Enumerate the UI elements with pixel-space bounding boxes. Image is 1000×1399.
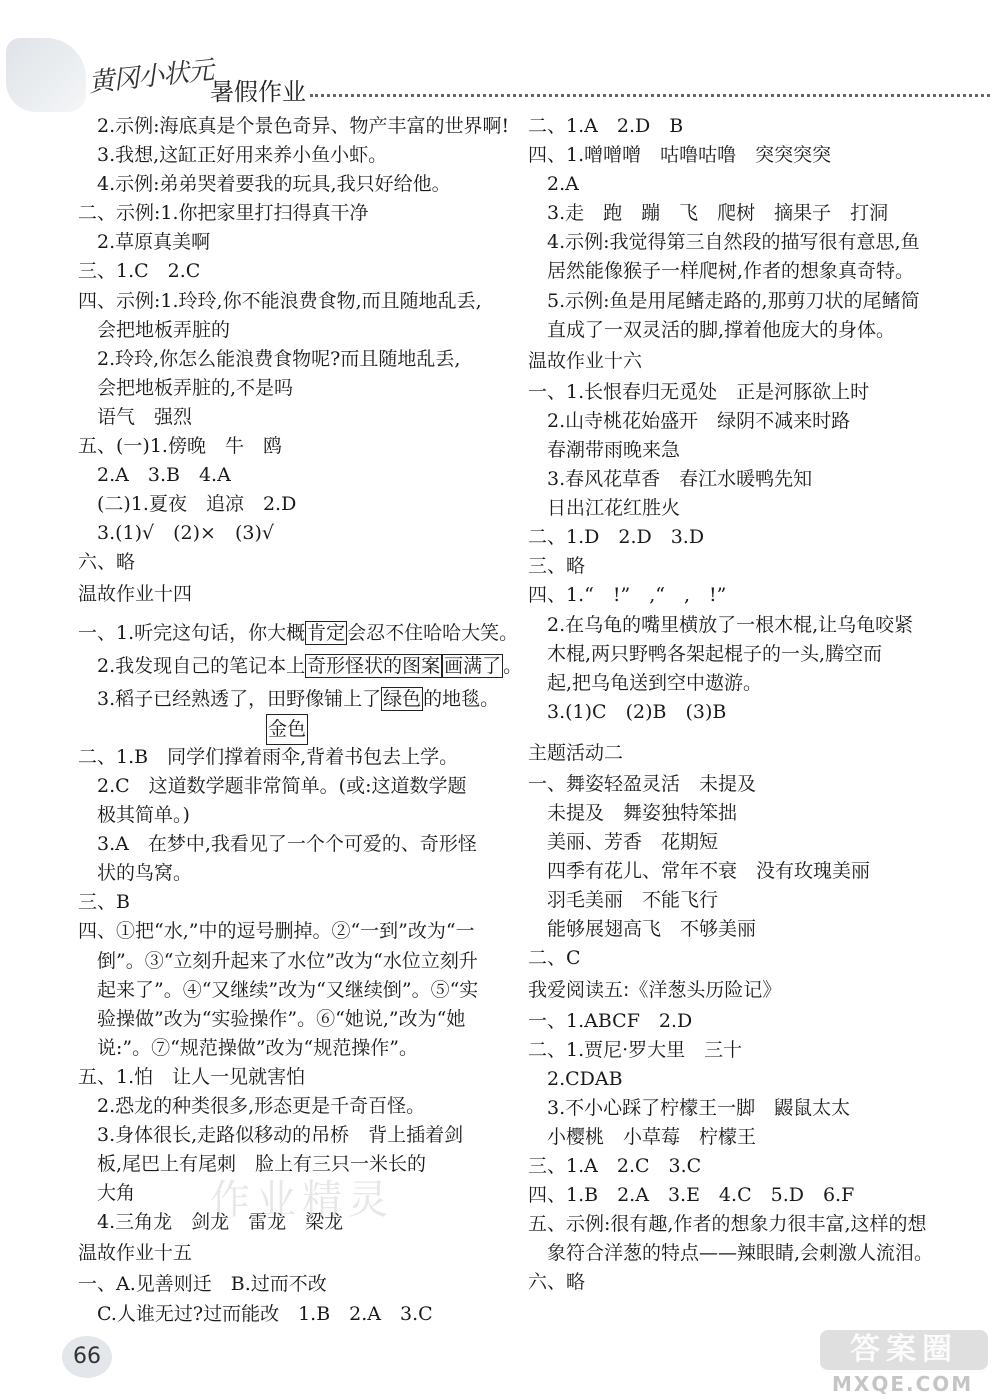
- answer-line: 一、舞姿轻盈灵活 未提及: [528, 772, 757, 795]
- correction-text: 2.我发现自己的笔记本上: [78, 654, 306, 677]
- correction-line: [78, 619, 518, 648]
- answer-line: 美丽、芳香 花期短: [528, 831, 719, 854]
- section-heading: 主题活动二: [528, 741, 624, 764]
- answer-line: 四季有花儿、常年不衰 没有玫瑰美丽: [528, 860, 871, 883]
- answer-line: 五、1.怕 让人一见就害怕: [78, 1065, 306, 1088]
- watermark-badge: 答案圈: [820, 1330, 988, 1370]
- answer-line: 2.示例:海底真是个景色奇异、物产丰富的世界啊!: [78, 115, 510, 137]
- answer-line: 3.春风花草香 春江水暖鸭先知: [528, 468, 813, 491]
- correction-text: 一、1.听完这句话，你大概: [78, 621, 306, 644]
- logo-graphic: [6, 38, 86, 112]
- answer-line: 2.草原真美啊: [78, 231, 211, 254]
- header-title: 暑假作业: [210, 78, 306, 106]
- boxed-word: 奇形怪状的图案: [307, 654, 441, 677]
- answer-line: 大角: [78, 1182, 136, 1205]
- answer-line: 状的鸟窝。: [78, 862, 193, 885]
- answer-line: 二、1.A 2.D B: [528, 115, 684, 137]
- answer-line: 四、①把“水,”中的逗号删掉。②“一到”改为“一: [78, 920, 475, 943]
- answer-line: 四、1.B 2.A 3.E 4.C 5.D 6.F: [528, 1184, 855, 1207]
- replacement-word: 金色: [266, 714, 308, 745]
- answer-line: 说:”。⑦“规范操做”改为“规范操作”。: [78, 1036, 418, 1059]
- answer-line: 二、1.贾尼·罗大里 三十: [528, 1038, 743, 1061]
- answer-line: 3.(1)√ (2)× (3)√: [78, 522, 275, 545]
- correction-fix-line: [78, 714, 518, 743]
- boxed-word: 绿色: [383, 687, 422, 710]
- answer-line: 2.CDAB: [528, 1067, 623, 1090]
- correction-text: 。: [503, 654, 523, 677]
- answer-line: 二、C: [528, 947, 581, 970]
- answer-line: 四、1.“ !” ,“ , !”: [528, 584, 727, 607]
- answer-line: 四、1.噌噌噌 咕噜咕噜 突突突突: [528, 144, 832, 167]
- answer-line: 2.山寺桃花始盛开 绿阴不减来时路: [528, 409, 851, 432]
- answer-line: 未提及 舞姿独特笨拙: [528, 801, 738, 824]
- faint-stamp: 作业精灵: [210, 1177, 394, 1223]
- watermark-logo: [820, 1330, 990, 1394]
- right-column: [528, 112, 968, 1297]
- answer-line: 语气 强烈: [78, 405, 193, 428]
- answer-line: 一、1.长恨春归无觅处 正是河豚欲上时: [528, 380, 870, 403]
- section-heading: 温故作业十六: [528, 349, 643, 372]
- answer-line: 三、略: [528, 555, 586, 578]
- answer-line: 居然能像猴子一样爬树,作者的想象真奇特。: [528, 260, 915, 283]
- boxed-word: 画满了: [444, 654, 502, 677]
- section-heading: 温故作业十五: [78, 1242, 193, 1265]
- answer-line: 极其简单。): [78, 804, 190, 827]
- answer-line: 一、1.ABCF 2.D: [528, 1009, 693, 1032]
- correction-text: 会忍不住哈哈大笑。: [347, 621, 519, 644]
- answer-line: 羽毛美丽 不能飞行: [528, 889, 719, 912]
- answer-line: 会把地板弄脏的,不是吗: [78, 376, 294, 399]
- boxed-word: 肯定: [307, 621, 346, 644]
- logo-script: 黄冈小状元: [87, 55, 215, 99]
- section-heading: 温故作业十四: [78, 582, 193, 605]
- correction-line: [78, 652, 523, 681]
- answer-line: 五、示例:很有趣,作者的想象力很丰富,这样的想: [528, 1213, 927, 1236]
- answer-line: 2.恐龙的种类很多,形态更是千奇百怪。: [78, 1095, 426, 1117]
- answer-line: 板,尾巴上有尾刺 脸上有三只一米长的: [78, 1153, 427, 1176]
- answer-line: 三、B: [78, 891, 130, 914]
- answer-line: 能够展翅高飞 不够美丽: [528, 918, 757, 941]
- answer-line: 六、略: [78, 551, 136, 574]
- answer-line: 倒”。③“立刻升起来了水位”改为“水位立刻升: [78, 949, 478, 972]
- answer-line: 小樱桃 小草莓 柠檬王: [528, 1125, 757, 1148]
- answer-line: 3.A 在梦中,我看见了一个个可爱的、奇形怪: [78, 833, 477, 856]
- answer-line: (二)1.夏夜 追凉 2.D: [78, 493, 297, 516]
- correction-line: [78, 685, 518, 714]
- answer-line: 3.我想,这缸正好用来养小鱼小虾。: [78, 144, 388, 167]
- answer-line: 日出江花红胜火: [528, 497, 681, 520]
- correction-text: 3.稻子已经熟透了，田野像铺上了: [78, 687, 382, 710]
- answer-line: 三、1.A 2.C 3.C: [528, 1155, 702, 1177]
- answer-line: 5.示例:鱼是用尾鳍走路的,那剪刀状的尾鳍简: [528, 289, 920, 312]
- answer-line: 三、1.C 2.C: [78, 260, 201, 283]
- answer-line: 2.A: [528, 173, 579, 196]
- header-divider: [310, 94, 990, 97]
- left-column: [78, 112, 523, 1329]
- answer-line: 会把地板弄脏的: [78, 318, 231, 341]
- answer-line: 六、略: [528, 1271, 586, 1294]
- answer-line: 二、1.B 同学们撑着雨伞,背着书包去上学。: [78, 745, 459, 768]
- answer-line: 直成了一双灵活的脚,撑着他庞大的身体。: [528, 318, 896, 341]
- answer-line: 2.C 这道数学题非常简单。(或:这道数学题: [78, 774, 467, 797]
- page-header: [0, 0, 1000, 130]
- answer-line: 木棍,两只野鸭各架起棍子的一头,腾空而: [528, 642, 883, 665]
- answer-line: 3.走 跑 蹦 飞 爬树 摘果子 打洞: [528, 202, 889, 225]
- answer-line: 验操做”改为“实验操作”。⑥“她说,”改为“她: [78, 1007, 466, 1030]
- answer-line: 3.身体很长,走路似移动的吊桥 背上插着剑: [78, 1124, 464, 1147]
- section-heading: 我爱阅读五:《洋葱头历险记》: [528, 978, 782, 1001]
- answer-line: 起,把乌龟送到空中遨游。: [528, 671, 763, 694]
- answer-line: 4.示例:弟弟哭着要我的玩具,我只好给他。: [78, 173, 451, 196]
- answer-line: C.人谁无过?过而能改 1.B 2.A 3.C: [78, 1302, 433, 1325]
- correction-text: 的地毯。: [423, 687, 500, 710]
- answer-line: 二、示例:1.你把家里打扫得真干净: [78, 202, 369, 225]
- page-number: 66: [62, 1336, 112, 1378]
- answer-line: 一、A.见善则迁 B.过而不改: [78, 1273, 327, 1296]
- answer-line: 二、1.D 2.D 3.D: [528, 526, 705, 549]
- answer-line: 象符合洋葱的特点——辣眼睛,会刺激人流泪。: [528, 1242, 934, 1265]
- answer-line: 2.A 3.B 4.A: [78, 464, 231, 487]
- watermark-url: MXQE.COM: [832, 1372, 974, 1396]
- answer-line: 春潮带雨晚来急: [528, 438, 681, 461]
- answer-line: 起来了”。④“又继续”改为“又继续倒”。⑤“实: [78, 978, 479, 1001]
- answer-line: 2.玲玲,你怎么能浪费食物呢?而且随地乱丢,: [78, 347, 461, 370]
- answer-line: 3.(1)C (2)B (3)B: [528, 700, 727, 723]
- answer-line: 4.示例:我觉得第三自然段的描写很有意思,鱼: [528, 231, 920, 254]
- answer-line: 2.在乌龟的嘴里横放了一根木棍,让乌龟咬紧: [528, 613, 914, 636]
- answer-line: 五、(一)1.傍晚 牛 鸥: [78, 435, 282, 458]
- answer-line: 4.三角龙 剑龙 雷龙 梁龙: [78, 1211, 344, 1234]
- answer-line: 四、示例:1.玲玲,你不能浪费食物,而且随地乱丢,: [78, 289, 482, 312]
- answer-line: 3.不小心踩了柠檬王一脚 鼹鼠太太: [528, 1096, 851, 1119]
